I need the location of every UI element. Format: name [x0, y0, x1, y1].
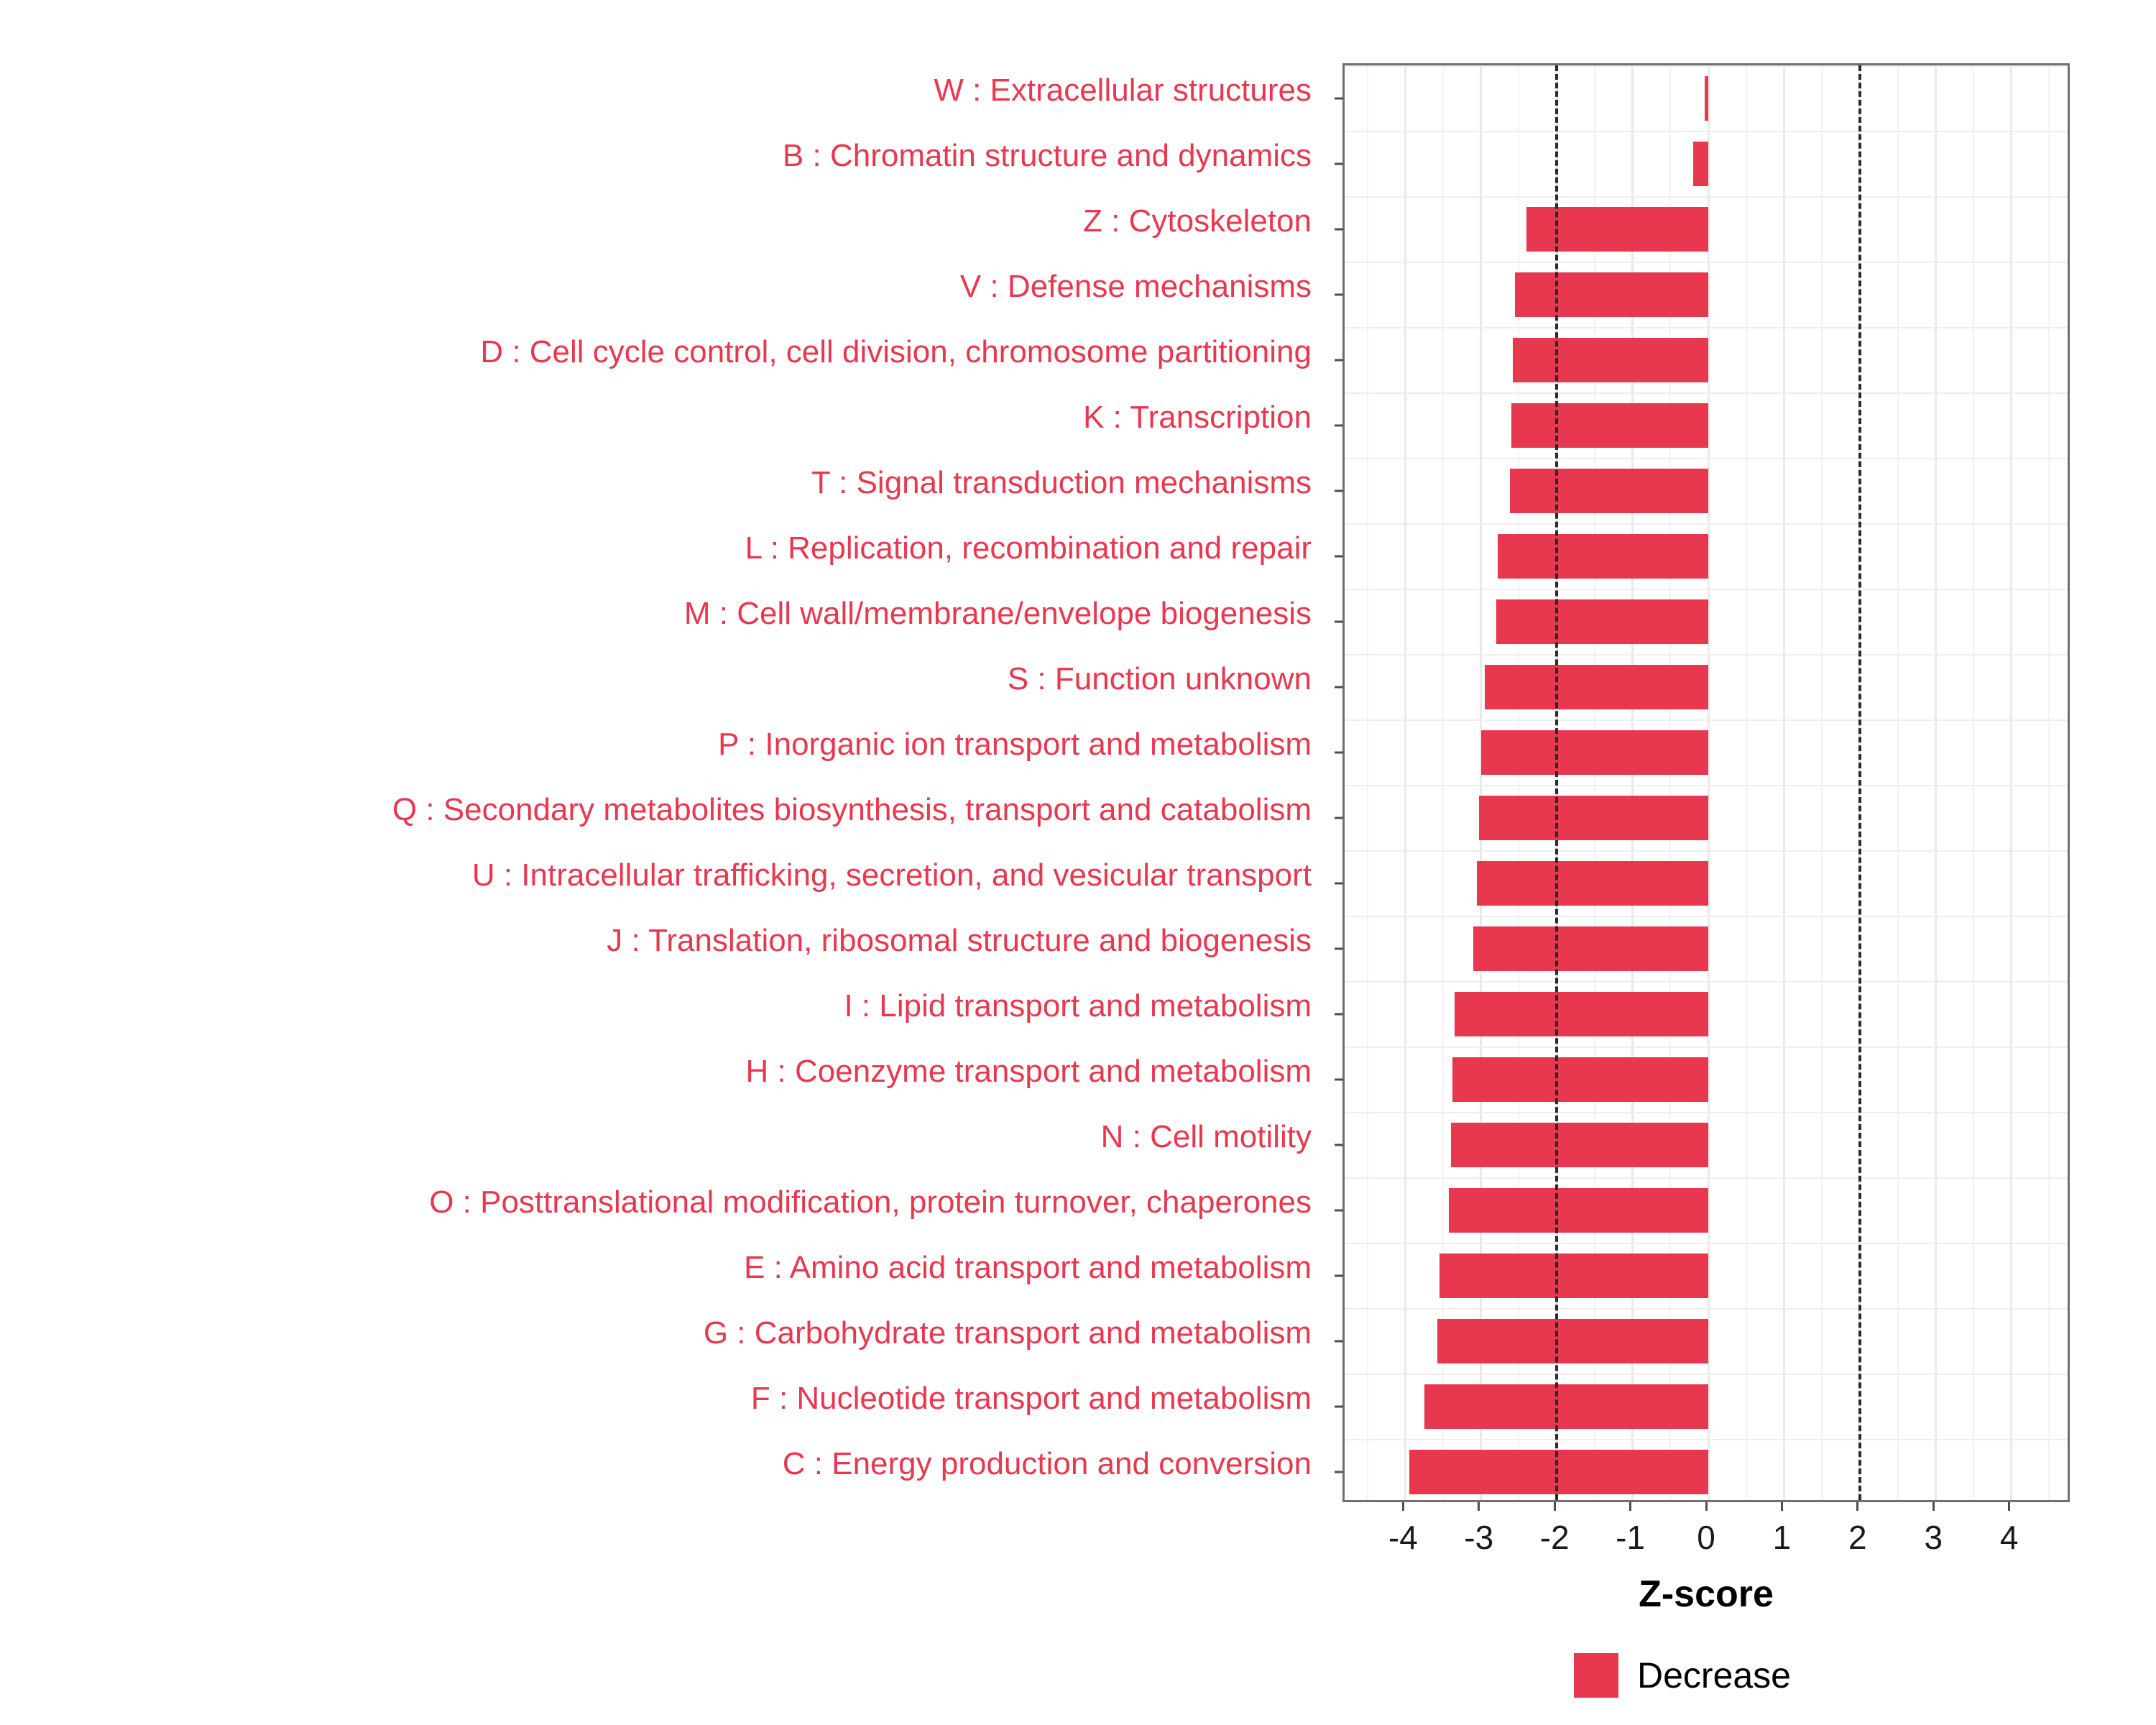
- category-label: C : Energy production and conversion: [782, 1445, 1312, 1481]
- x-tick-mark: [1781, 1502, 1783, 1511]
- y-tick-mark: [1335, 162, 1343, 165]
- chart-legend: [1574, 1653, 1791, 1698]
- y-tick-mark: [1335, 228, 1343, 230]
- y-tick-mark: [1335, 97, 1343, 99]
- gridline-major: [1404, 65, 1406, 1500]
- category-label: H : Coenzyme transport and metabolism: [745, 1053, 1312, 1089]
- bar: [1705, 76, 1708, 121]
- y-tick-mark: [1335, 947, 1343, 949]
- bar: [1449, 1188, 1708, 1233]
- y-tick-mark: [1335, 1144, 1343, 1146]
- gridline-horizontal: [1345, 196, 2068, 198]
- bar: [1498, 534, 1708, 579]
- x-tick-mark: [1629, 1502, 1631, 1511]
- gridline-horizontal: [1345, 916, 2068, 917]
- bar: [1481, 730, 1708, 775]
- y-tick-mark: [1335, 1405, 1343, 1407]
- y-tick-mark: [1335, 424, 1343, 426]
- bar: [1693, 142, 1708, 186]
- category-label: K : Transcription: [1083, 399, 1312, 435]
- category-axis-labels: [0, 58, 1333, 1517]
- x-tick-label: 1: [1772, 1519, 1792, 1556]
- x-tick-mark: [1705, 1502, 1708, 1511]
- x-tick-mark: [1478, 1502, 1480, 1511]
- gridline-horizontal: [1345, 1112, 2068, 1113]
- bar: [1477, 861, 1708, 906]
- threshold-line: [1858, 65, 1861, 1500]
- category-label: Q : Secondary metabolites biosynthesis, transport and catabolism: [392, 791, 1312, 827]
- x-axis-title: Z-score: [1639, 1573, 1774, 1615]
- bar: [1510, 469, 1708, 513]
- y-tick-mark: [1335, 1274, 1343, 1276]
- category-label: D : Cell cycle control, cell division, chromosome partitioning: [480, 334, 1312, 369]
- category-label: B : Chromatin structure and dynamics: [782, 137, 1312, 173]
- gridline-minor: [1973, 65, 1974, 1500]
- y-tick-mark: [1335, 1078, 1343, 1080]
- bar: [1424, 1384, 1708, 1429]
- category-label: P : Inorganic ion transport and metabolism: [718, 726, 1312, 762]
- bar: [1452, 1057, 1708, 1102]
- y-tick-mark: [1335, 1209, 1343, 1211]
- gridline-horizontal: [1345, 131, 2068, 132]
- legend-swatch-decrease: [1574, 1653, 1618, 1698]
- gridline-horizontal: [1345, 981, 2068, 983]
- gridline-horizontal: [1345, 523, 2068, 525]
- gridline-horizontal: [1345, 1177, 2068, 1179]
- x-tick-mark: [2008, 1502, 2010, 1511]
- gridline-horizontal: [1345, 1308, 2068, 1310]
- category-label: T : Signal transduction mechanisms: [811, 464, 1312, 500]
- y-tick-mark: [1335, 1340, 1343, 1342]
- bar: [1526, 207, 1708, 252]
- gridline-horizontal: [1345, 589, 2068, 590]
- bar: [1437, 1319, 1708, 1363]
- y-tick-mark: [1335, 686, 1343, 688]
- bar: [1511, 403, 1708, 448]
- y-tick-mark: [1335, 555, 1343, 557]
- category-label: E : Amino acid transport and metabolism: [744, 1249, 1312, 1285]
- x-tick-label: -4: [1388, 1519, 1418, 1556]
- y-tick-mark: [1335, 489, 1343, 492]
- y-tick-mark: [1335, 620, 1343, 622]
- threshold-line: [1555, 65, 1558, 1500]
- gridline-minor: [1821, 65, 1823, 1500]
- category-label: J : Translation, ribosomal structure and biogenesis: [607, 922, 1312, 958]
- gridline-horizontal: [1345, 392, 2068, 394]
- category-label: L : Replication, recombination and repair: [745, 530, 1312, 566]
- gridline-major: [1783, 65, 1785, 1500]
- bar: [1515, 272, 1708, 317]
- gridline-horizontal: [1345, 785, 2068, 786]
- y-tick-mark: [1335, 1013, 1343, 1015]
- plot-panel: [1342, 63, 2070, 1502]
- y-tick-mark: [1335, 816, 1343, 819]
- x-tick-label: -3: [1464, 1519, 1494, 1556]
- y-tick-mark: [1335, 293, 1343, 295]
- y-tick-mark: [1335, 751, 1343, 753]
- category-label: S : Function unknown: [1007, 661, 1312, 696]
- gridline-horizontal: [1345, 1439, 2068, 1440]
- category-label: O : Posttranslational modification, protein turnover, chaperones: [429, 1184, 1312, 1220]
- category-label: Z : Cytoskeleton: [1083, 203, 1312, 239]
- bar: [1455, 992, 1708, 1036]
- gridline-horizontal: [1345, 850, 2068, 852]
- gridline-major: [1935, 65, 1937, 1500]
- gridline-horizontal: [1345, 327, 2068, 328]
- gridline-horizontal: [1345, 262, 2068, 263]
- category-label: I : Lipid transport and metabolism: [844, 988, 1312, 1024]
- category-label: W : Extracellular structures: [934, 72, 1312, 108]
- category-label: G : Carbohydrate transport and metabolism: [703, 1315, 1312, 1351]
- category-label: N : Cell motility: [1100, 1118, 1312, 1154]
- x-tick-mark: [1856, 1502, 1858, 1511]
- x-tick-label: -1: [1616, 1519, 1646, 1556]
- x-tick-mark: [1402, 1502, 1404, 1511]
- bar: [1485, 665, 1708, 709]
- gridline-minor: [1746, 65, 1747, 1500]
- bar: [1439, 1254, 1708, 1298]
- gridline-minor: [1897, 65, 1899, 1500]
- gridline-horizontal: [1345, 1046, 2068, 1048]
- gridline-horizontal: [1345, 719, 2068, 721]
- x-tick-label: 0: [1697, 1519, 1715, 1556]
- x-tick-label: 2: [1848, 1519, 1867, 1556]
- category-label: V : Defense mechanisms: [959, 268, 1312, 304]
- bar: [1513, 338, 1708, 382]
- x-tick-label: -2: [1539, 1519, 1570, 1556]
- gridline-horizontal: [1345, 1374, 2068, 1375]
- gridline-minor: [2048, 65, 2050, 1500]
- legend-label-decrease: Decrease: [1637, 1655, 1791, 1696]
- bar: [1473, 926, 1708, 971]
- x-tick-mark: [1932, 1502, 1935, 1511]
- bar: [1409, 1450, 1708, 1494]
- gridline-horizontal: [1345, 458, 2068, 459]
- category-label: F : Nucleotide transport and metabolism: [750, 1380, 1312, 1416]
- x-tick-mark: [1554, 1502, 1556, 1511]
- gridline-minor: [1367, 65, 1368, 1500]
- x-tick-label: 3: [1924, 1519, 1943, 1556]
- x-tick-label: 4: [1999, 1519, 2019, 1556]
- gridline-horizontal: [1345, 65, 2068, 67]
- bar: [1479, 796, 1708, 840]
- y-tick-mark: [1335, 359, 1343, 361]
- gridline-horizontal: [1345, 654, 2068, 656]
- bar: [1496, 599, 1708, 644]
- category-label: U : Intracellular trafficking, secretion, and vesicular transport: [471, 857, 1312, 893]
- gridline-major: [2010, 65, 2012, 1500]
- gridline-horizontal: [1345, 1243, 2068, 1244]
- y-tick-mark: [1335, 882, 1343, 884]
- category-label: M : Cell wall/membrane/envelope biogenesis: [683, 595, 1312, 631]
- y-tick-mark: [1335, 1471, 1343, 1473]
- bar: [1451, 1123, 1708, 1167]
